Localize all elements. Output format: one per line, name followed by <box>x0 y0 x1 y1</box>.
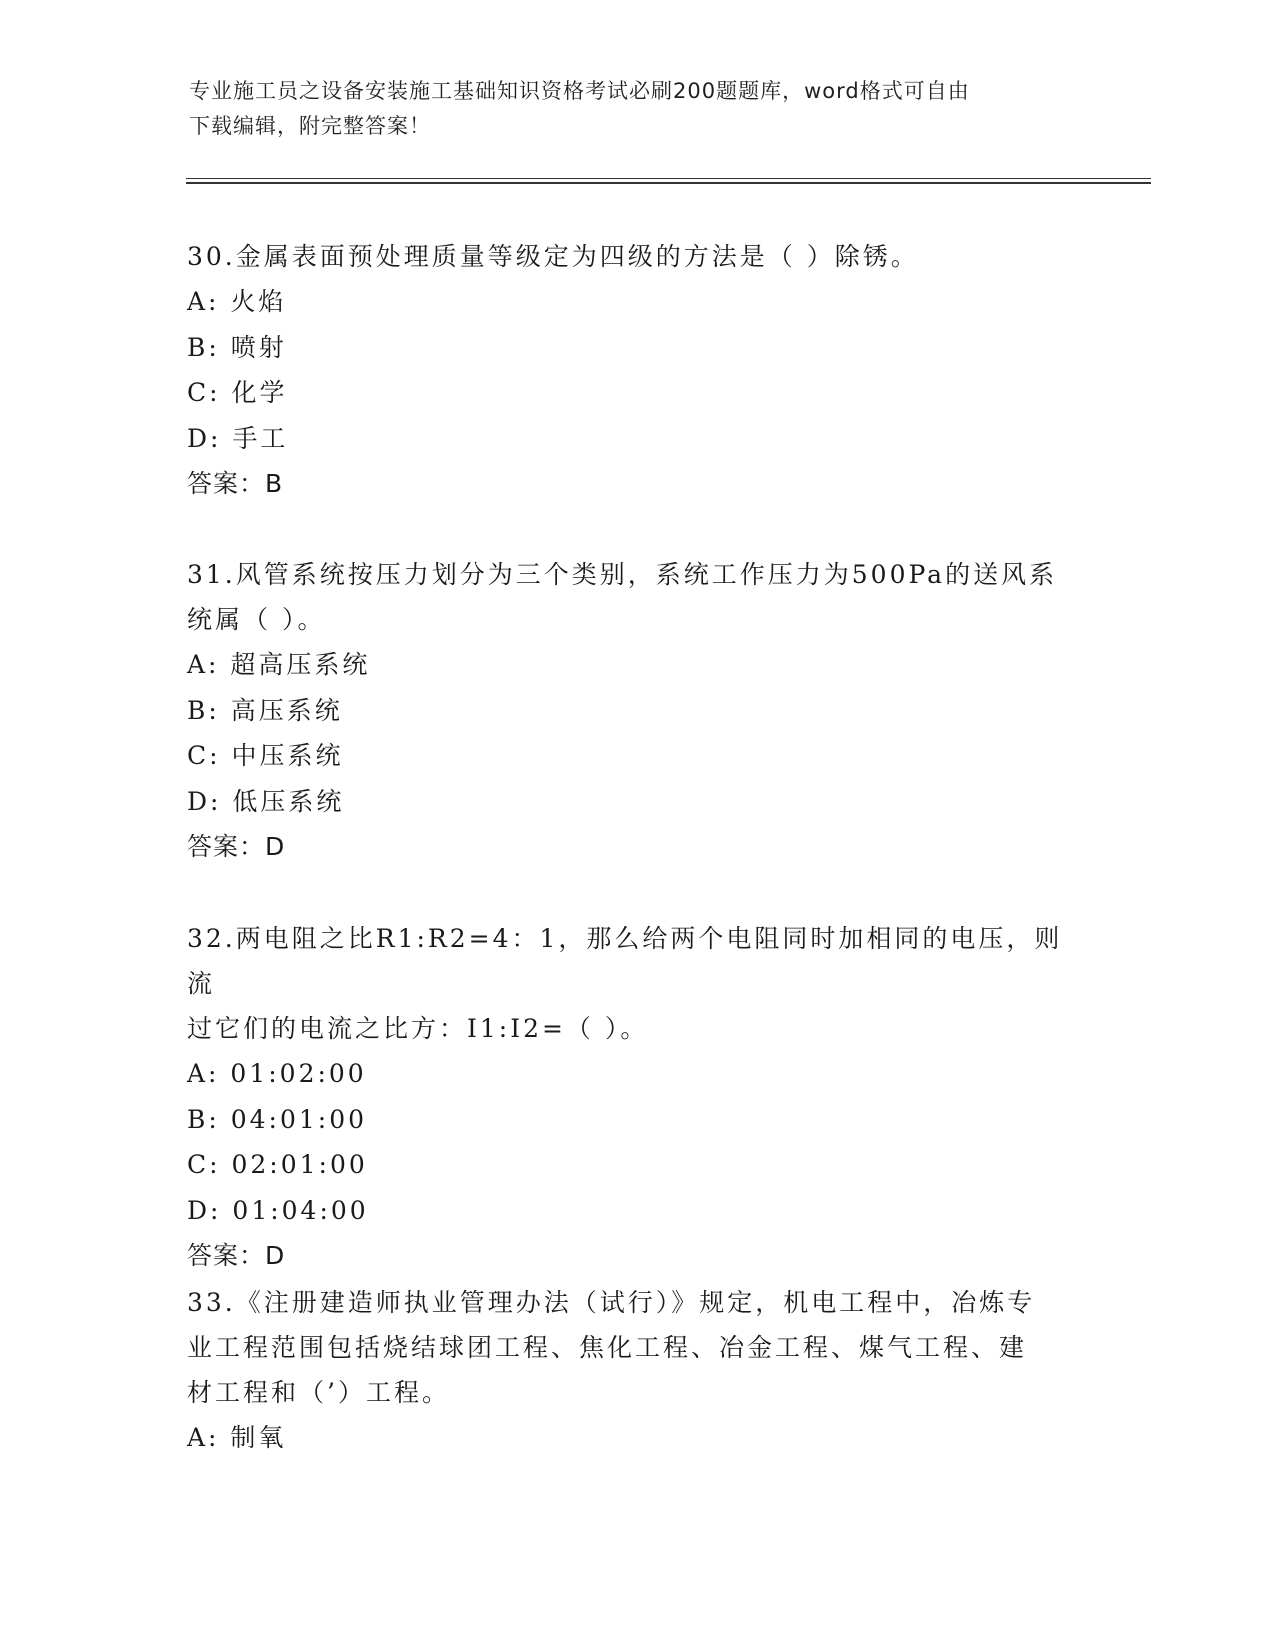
question-stem-line-2: 业工程范围包括烧结球团工程、焦化工程、冶金工程、煤气工程、建 <box>187 1333 1028 1362</box>
question-stem-line-2: 过它们的电流之比方：I1:I2=（ ）。 <box>187 1014 649 1043</box>
option-a: A: 超高压系统 <box>187 650 371 679</box>
option-c: C: 化学 <box>187 378 288 407</box>
question-30 <box>187 234 1087 507</box>
option-b: B: 04:01:00 <box>187 1104 368 1134</box>
answer-line: 答案：D <box>187 832 286 861</box>
document-header <box>189 74 1069 144</box>
option-a: A: 制氧 <box>187 1423 287 1452</box>
question-stem-line-1: 31.风管系统按压力划分为三个类别，系统工作压力为500Pa的送风系 <box>187 560 1058 589</box>
option-d: D: 01:04:00 <box>187 1195 369 1225</box>
header-divider-top <box>186 178 1151 179</box>
option-d: D: 手工 <box>187 423 289 453</box>
question-stem: 30.金属表面预处理质量等级定为四级的方法是（ ）除锈。 <box>187 242 919 271</box>
option-a: A: 01:02:00 <box>187 1059 367 1088</box>
question-32 <box>187 916 1087 1279</box>
question-31 <box>187 552 1087 870</box>
question-stem-line-2: 统属（ ）。 <box>187 605 326 634</box>
option-b: B: 高压系统 <box>187 695 343 725</box>
option-c: C: 中压系统 <box>187 741 344 770</box>
option-d: D: 低压系统 <box>187 786 345 816</box>
option-b: B: 喷射 <box>187 332 287 362</box>
option-c: C: 02:01:00 <box>187 1150 368 1179</box>
question-stem-line-1: 33.《注册建造师执业管理办法（试行）》规定，机电工程中，冶炼专 <box>187 1288 1036 1317</box>
question-stem-line-3: 材工程和（’）工程。 <box>187 1378 450 1407</box>
option-a: A: 火焰 <box>187 287 287 316</box>
header-line-1: 专业施工员之设备安装施工基础知识资格考试必刷200题题库，word格式可自由 <box>189 79 970 103</box>
header-divider-bottom <box>186 182 1151 184</box>
answer-line: 答案：B <box>187 469 284 498</box>
answer-line: 答案：D <box>187 1241 286 1270</box>
question-stem-line-1: 32.两电阻之比R1:R2=4：1，那么给两个电阻同时加相同的电压，则流 <box>187 924 1063 998</box>
question-33 <box>187 1280 1087 1461</box>
header-line-2: 下载编辑，附完整答案！ <box>189 114 431 138</box>
